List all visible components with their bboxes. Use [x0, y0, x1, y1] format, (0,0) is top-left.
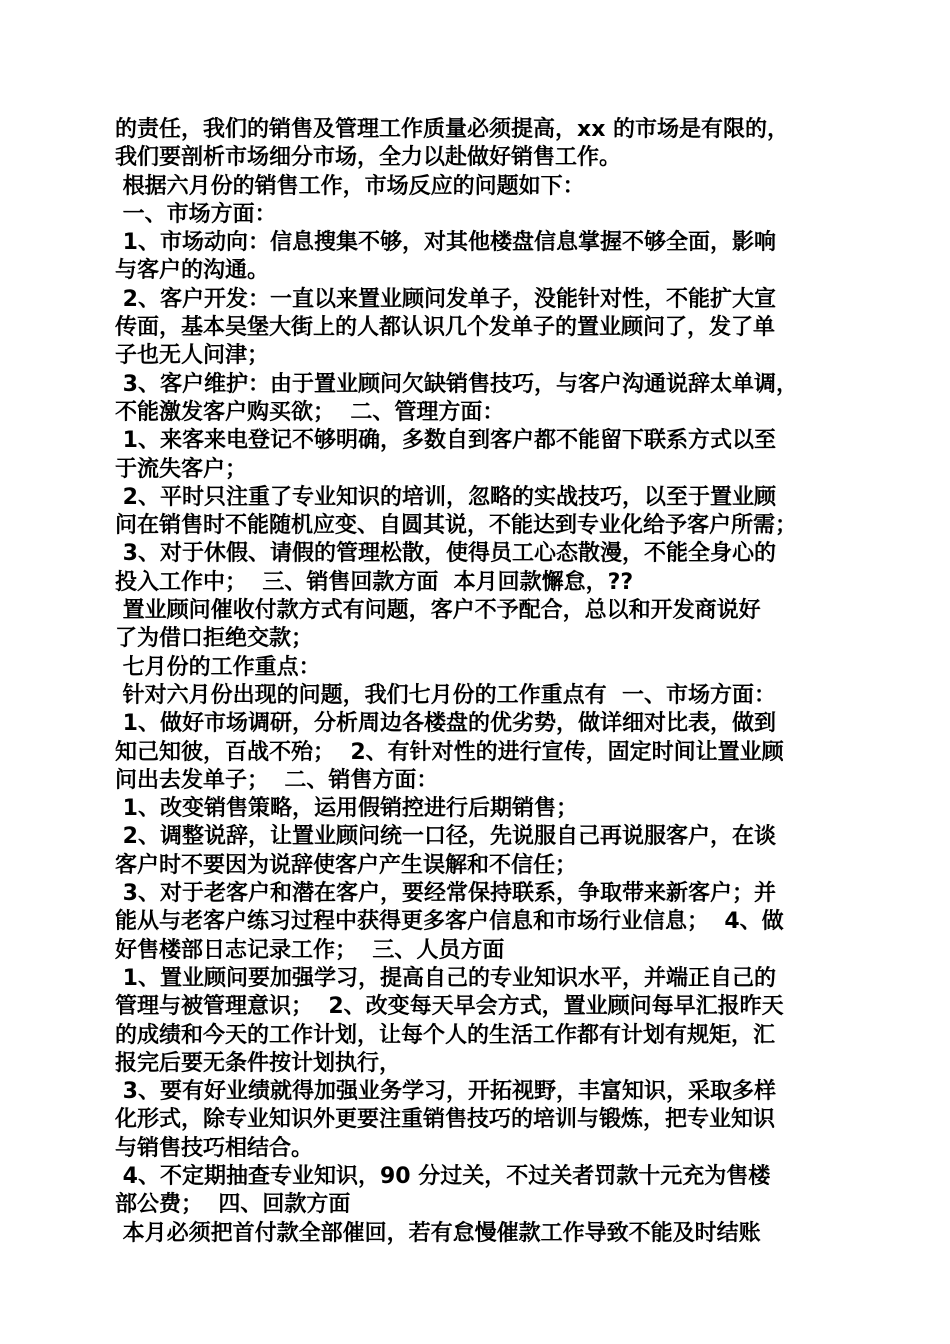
text-line: 3、要有好业绩就得加强业务学习，开拓视野，丰富知识，采取多样 — [115, 1079, 776, 1105]
text-line: 管理与被管理意识； 2、改变每天早会方式，置业顾问每早汇报昨天 — [115, 994, 784, 1020]
text-line: 1、市场动向：信息搜集不够，对其他楼盘信息掌握不够全面，影响 — [115, 230, 776, 256]
section-heading: 一、市场方面： — [115, 201, 277, 227]
section-heading: 七月份的工作重点： — [115, 654, 321, 680]
text-line: 报完后要无条件按计划执行， — [115, 1050, 402, 1076]
text-line: 置业顾问催收付款方式有问题，客户不予配合，总以和开发商说好 — [115, 598, 761, 624]
text-line: 知己知彼，百战不殆； 2、有针对性的进行宣传，固定时间让置业顾 — [115, 739, 784, 765]
text-line: 1、做好市场调研，分析周边各楼盘的优劣势，做详细对比表，做到 — [115, 711, 776, 737]
text-line: 本月必须把首付款全部催回，若有怠慢催款工作导致不能及时结账 — [115, 1220, 761, 1246]
text-line: 2、平时只注重了专业知识的培训，忽略的实战技巧，以至于置业顾 — [115, 484, 776, 510]
text-line: 问出去发单子； 二、销售方面： — [115, 767, 439, 793]
text-line: 我们要剖析市场细分市场，全力以赴做好销售工作。 — [115, 145, 622, 171]
text-line: 4、不定期抽查专业知识，90 分过关，不过关者罚款十元充为售楼 — [115, 1163, 771, 1189]
text-line: 1、改变销售策略，运用假销控进行后期销售； — [115, 796, 578, 822]
text-line: 投入工作中； 三、销售回款方面 本月回款懈怠，?? — [115, 569, 634, 595]
text-line: 能从与老客户练习过程中获得更多客户信息和市场行业信息； 4、做 — [115, 909, 784, 935]
text-line: 好售楼部日志记录工作； 三、人员方面 — [115, 937, 505, 963]
text-line: 了为借口拒绝交款； — [115, 626, 314, 652]
text-line: 针对六月份出现的问题，我们七月份的工作重点有 一、市场方面： — [115, 682, 776, 708]
text-line: 子也无人问津； — [115, 343, 270, 369]
text-line: 3、对于休假、请假的管理松散，使得员工心态散漫，不能全身心的 — [115, 541, 776, 567]
text-line: 1、置业顾问要加强学习，提高自己的专业知识水平，并端正自己的 — [115, 965, 776, 991]
text-line: 化形式，除专业知识外更要注重销售技巧的培训与锻炼，把专业知识 — [115, 1107, 776, 1133]
text-line: 部公费； 四、回款方面 — [115, 1192, 351, 1218]
text-line: 不能激发客户购买欲； 二、管理方面： — [115, 399, 505, 425]
document-page — [115, 116, 835, 1248]
text-line: 传面，基本吴堡大街上的人都认识几个发单子的置业顾问了，发了单 — [115, 315, 776, 341]
text-line: 于流失客户； — [115, 456, 248, 482]
text-line: 3、客户维护：由于置业顾问欠缺销售技巧，与客户沟通说辞太单调， — [115, 371, 798, 397]
text-line: 根据六月份的销售工作，市场反应的问题如下： — [115, 173, 585, 199]
text-line: 的责任，我们的销售及管理工作质量必须提高，xx 的市场是有限的， — [115, 117, 790, 142]
text-line: 2、客户开发：一直以来置业顾问发单子，没能针对性，不能扩大宣 — [115, 286, 776, 312]
text-line: 与销售技巧相结合。 — [115, 1135, 314, 1161]
text-line: 问在销售时不能随机应变、自圆其说，不能达到专业化给予客户所需； — [115, 513, 798, 539]
text-line: 的成绩和今天的工作计划，让每个人的生活工作都有计划有规矩，汇 — [115, 1022, 776, 1048]
text-line: 2、调整说辞，让置业顾问统一口径，先说服自己再说服客户，在谈 — [115, 824, 776, 850]
text-line: 1、来客来电登记不够明确，多数自到客户都不能留下联系方式以至 — [115, 428, 776, 454]
text-line: 客户时不要因为说辞使客户产生误解和不信任； — [115, 852, 578, 878]
text-line: 与客户的沟通。 — [115, 258, 270, 284]
text-line: 3、对于老客户和潜在客户，要经常保持联系，争取带来新客户；并 — [115, 881, 776, 907]
